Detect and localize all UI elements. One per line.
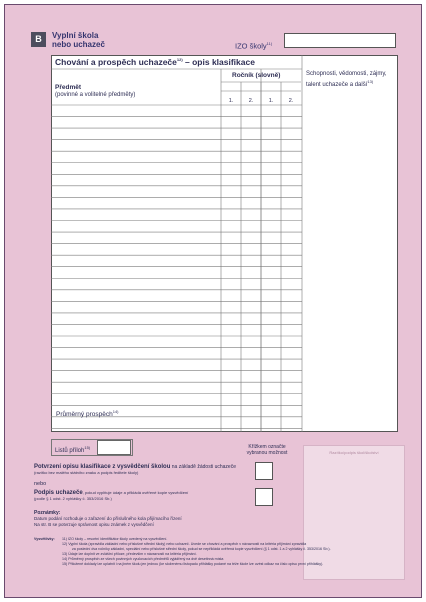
title-line-1: Vyplní škola xyxy=(52,31,99,40)
izo-input[interactable] xyxy=(284,33,396,48)
school-confirmation-checkbox[interactable] xyxy=(255,462,273,480)
notes-line-2: Na str. B se potvrzuje správnost opisu známek z vysvědčení xyxy=(34,522,154,527)
schopnosti-text: Schopnosti, vědomosti, zájmy, talent uchazeče a další xyxy=(306,71,387,88)
footnote-12: 12) Vyplní škola (zpravidla základní nebo příslušné střední školy) nebo uchazeč. Uvede se chování a prospěch v návaznosti na kritéria přijímání zpravidla xyxy=(62,542,307,546)
footnote-12-cont: za poslední dva ročníky základní, speciální nebo příslušné střední školy, pokud se nepřikládá ověřená kopie vysvědčení (§ 1 odst. 1 a 2 vyhlášky č. 353/2016 Sb.). xyxy=(72,547,331,551)
title-line-2: nebo uchazeč xyxy=(52,40,105,49)
checkbox-hint-line-1: Křížkem označte xyxy=(248,444,286,450)
or-label: nebo xyxy=(34,481,47,487)
section-title xyxy=(52,31,105,49)
izo-label-text: IZO školy xyxy=(235,41,267,51)
year-col-4: 2. xyxy=(288,98,294,104)
year-col-3: 1. xyxy=(268,98,274,104)
footnotes-list xyxy=(62,537,402,567)
school-confirmation-note: (razítko bez malého státního znaku a podpis ředitele školy) xyxy=(34,470,139,475)
school-confirmation-rest: na základě žádosti uchazeče xyxy=(171,464,236,470)
average-sup: 14) xyxy=(112,409,119,414)
footnote-14: 14) Průměrný prospěch ze všech povinných vyučovacích předmětů vyjádřený na dvě desetinná místa xyxy=(62,557,224,561)
school-confirmation-text xyxy=(34,464,249,476)
school-confirmation-title: Potvrzení opisu klasifikace z vysvědčení školou xyxy=(34,464,171,470)
attachments-sup: 15) xyxy=(84,445,91,450)
attachments-label xyxy=(55,445,90,454)
applicant-signature-text xyxy=(34,490,249,502)
average-label-text: Průměrný prospěch xyxy=(56,411,113,419)
izo-label xyxy=(235,41,272,51)
footnote-11: 11) IZO školy – resortní identifikátor školy uvedený na vysvědčení. xyxy=(62,537,168,541)
footnote-15: 15) Přiložené doklady lze uplatnit i na jiném školu jen jednou (ke složenému listopadu přihlášky podané na téže škole lze uvést odkaz na číslo opisu první přihlášky). xyxy=(62,562,324,566)
notes-line-1: Datum podání rozhoduje o zařazení do příslušného kola přijímacího řízení xyxy=(34,516,182,521)
applicant-signature-rest: , pokud vyplňuje údaje a přikládá ověřené kopie vysvědčení xyxy=(82,490,189,495)
form-title-rest: – opis klasifikace xyxy=(182,57,255,67)
footnote-13: 13) Údaje lze doplnit ve zvláštní příloze, předevšim v návaznosti na kritéria přijímání. xyxy=(62,552,197,556)
predmet-header: Předmět xyxy=(55,84,82,91)
checkbox-hint-line-2: vybranou možnost xyxy=(246,450,288,456)
schopnosti-header xyxy=(306,70,396,89)
rocnik-header: Ročník (slovně) xyxy=(232,72,281,79)
attachments-input[interactable] xyxy=(97,440,131,455)
year-col-1: 1. xyxy=(228,98,234,104)
applicant-signature-note: (podle § 1 odst. 2 vyhlášky č. 353/2016 Sb.) xyxy=(34,496,112,501)
schopnosti-sup: 13) xyxy=(367,79,374,84)
notes-label: Poznámky: xyxy=(34,510,61,516)
predmet-subheader: (povinné a volitelné předměty) xyxy=(55,92,136,98)
form-title-sup: 12) xyxy=(176,57,183,63)
stamp-label: Razítko/podpis škol/školství xyxy=(329,450,379,455)
form-title-text: Chování a prospěch uchazeče xyxy=(55,57,177,67)
applicant-signature-checkbox[interactable] xyxy=(255,488,273,506)
year-col-2: 2. xyxy=(248,98,254,104)
notes xyxy=(34,510,254,528)
grades-grid xyxy=(51,55,398,432)
applicant-signature-title: Podpis uchazeče xyxy=(34,490,83,496)
form-title xyxy=(55,57,255,67)
checkbox-hint xyxy=(232,444,302,456)
izo-sup: 11) xyxy=(266,41,273,46)
footnotes-label: Vysvětlivky: xyxy=(34,537,55,541)
average-label xyxy=(56,409,119,418)
attachments-label-text: Listů příloh xyxy=(55,448,85,454)
section-tag: B xyxy=(31,32,46,47)
